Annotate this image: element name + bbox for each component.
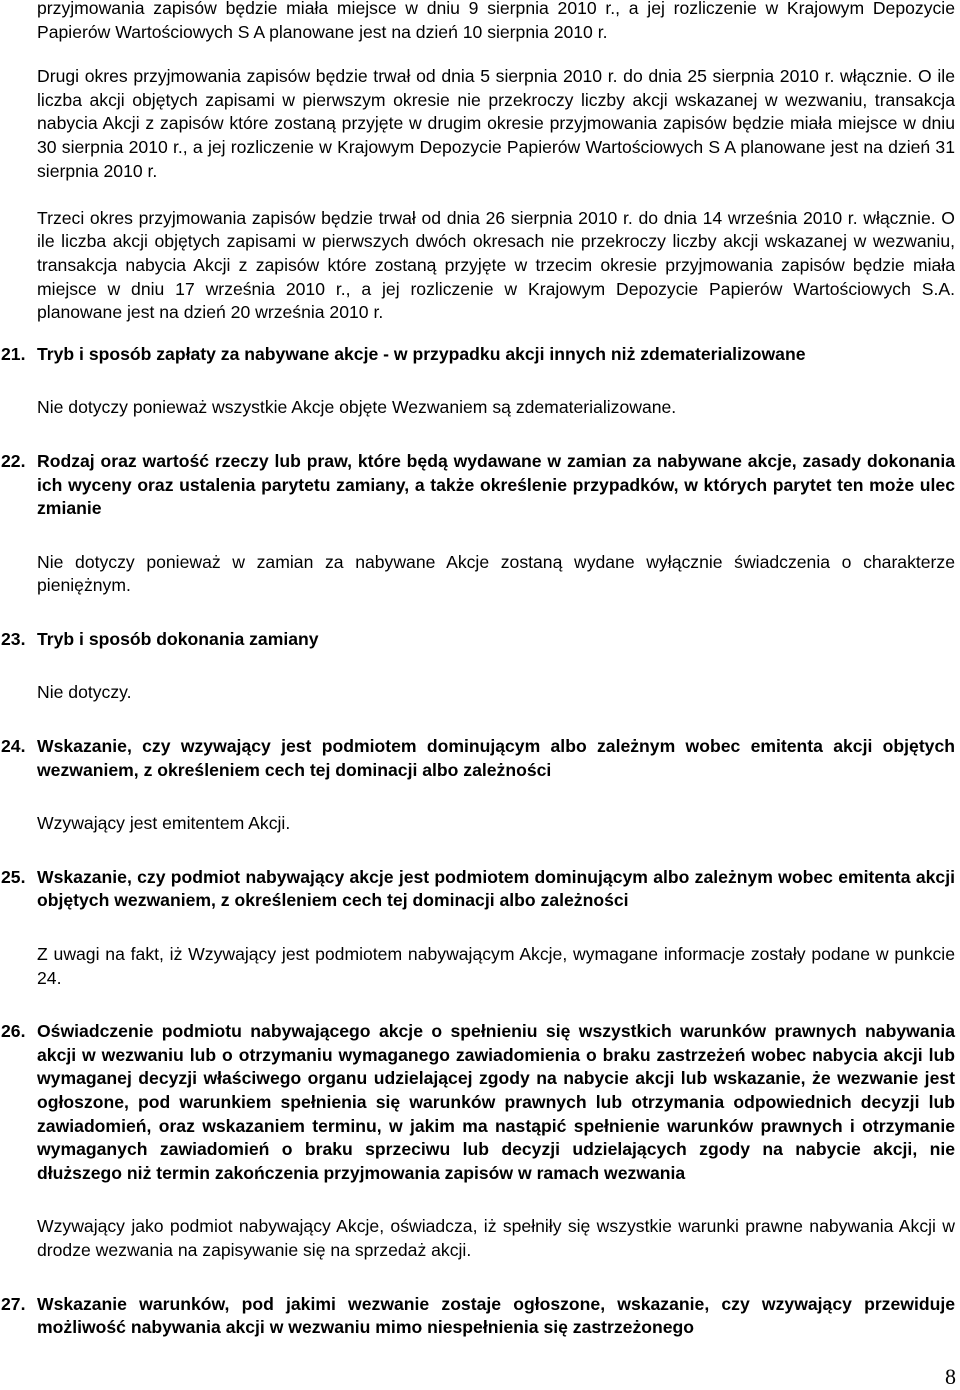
section-25-body: Z uwagi na fakt, iż Wzywający jest podmiotem nabywającym Akcje, wymagane informacje zostały podane w punkcie 24. <box>37 944 955 988</box>
section-23-title: Tryb i sposób dokonania zamiany <box>37 628 319 649</box>
section-27-title: Wskazanie warunków, pod jakimi wezwanie zostaje ogłoszone, wskazanie, czy wzywający przewiduje możliwość nabywania akcji w wezwaniu mimo niespełnienia się zastrzeżonego <box>37 1293 955 1338</box>
intro-paragraph-2: Drugi okres przyjmowania zapisów będzie trwał od dnia 5 sierpnia 2010 r. do dnia 25 sierpnia 2010 r. włącznie. O ile liczba akcji objętych zapisami w pierwszym okresie nie przekroczy liczby akcji wskazanej w wezwaniu, transakcja nabycia Akcji z zapisów które zostaną przyjęte w drugim okresie przyjmowania zapisów będzie miała miejsce w dniu 30 sierpnia 2010 r., a jej rozliczenie w Krajowym Depozycie Papierów Wartościowych S A planowane jest na dzień 31 sierpnia 2010 r. <box>37 66 955 181</box>
section-22-body: Nie dotyczy ponieważ w zamian za nabywane Akcje zostaną wydane wyłącznie świadczenia o charakterze pieniężnym. <box>37 551 955 596</box>
section-25-number: 25. <box>1 866 26 887</box>
section-21-body: Nie dotyczy ponieważ wszystkie Akcje objęte Wezwaniem są zdematerializowane. <box>37 397 677 418</box>
section-21-heading <box>1 343 955 367</box>
section-22-title: Rodzaj oraz wartość rzeczy lub praw, które będą wydawane w zamian za nabywane akcje, zasady dokonania ich wyceny oraz ustalenia parytetu zamiany, a także określenie przypadków, w których parytet ten może ulec zmianie <box>37 450 955 519</box>
section-24-body: Wzywający jest emitentem Akcji. <box>37 813 291 834</box>
section-23-heading <box>1 628 955 652</box>
section-25-heading <box>1 866 955 913</box>
section-24-title: Wskazanie, czy wzywający jest podmiotem dominującym albo zależnym wobec emitenta akcji objętych wezwaniem, z określeniem cech tej dominacji albo zależności <box>37 736 955 780</box>
section-24-number: 24. <box>1 736 26 757</box>
section-21-title: Tryb i sposób zapłaty za nabywane akcje - w przypadku akcji innych niż zdematerializowane <box>37 343 806 364</box>
section-23-number: 23. <box>1 628 26 649</box>
intro-paragraph-1: przyjmowania zapisów będzie miała miejsce w dniu 9 sierpnia 2010 r., a jej rozliczenie w Krajowym Depozycie Papierów Wartościowych S A planowane jest na dzień 10 sierpnia 2010 r. <box>37 0 955 42</box>
section-26-title: Oświadczenie podmiotu nabywającego akcje o spełnieniu się wszystkich warunków prawnych nabywania akcji w wezwaniu lub o otrzymaniu wymaganego zawiadomienia o braku zastrzeżeń wobec nabycia akcji lub wymaganej decyzji właściwego organu udzielającej zgody na nabycie akcji lub wskazanie, że wezwanie jest ogłoszone, pod warunkiem spełnienia się warunków prawnych lub otrzymania odpowiednich decyzji lub zawiadomień, oraz wskazaniem terminu, w jakim ma nastąpić spełnienie warunków prawnych i otrzymanie wymaganych zawiadomień o braku sprzeciwu lub decyzji udzielających zgody na nabycie akcji, nie dłuższego niż termin zakończenia przyjmowania zapisów w ramach wezwania <box>37 1021 955 1183</box>
section-26-heading <box>1 1020 955 1185</box>
section-27-number: 27. <box>1 1293 26 1314</box>
page-number: 8 <box>945 1364 956 1389</box>
document-page <box>1 0 955 1340</box>
section-22-number: 22. <box>1 450 26 471</box>
section-23-body: Nie dotyczy. <box>37 682 132 703</box>
section-21-number: 21. <box>1 343 26 364</box>
section-26-body: Wzywający jako podmiot nabywający Akcje, oświadcza, iż spełniły się wszystkie warunki prawne nabywania Akcji w drodze wezwania na zapisywanie się na sprzedaż akcji. <box>37 1216 955 1260</box>
section-24-heading <box>1 735 955 782</box>
section-25-title: Wskazanie, czy podmiot nabywający akcje jest podmiotem dominującym albo zależnym wobec emitenta akcji objętych wezwaniem, z określeniem cech tej dominacji albo zależności <box>37 866 955 911</box>
section-27-heading <box>1 1293 955 1340</box>
section-26-number: 26. <box>1 1021 26 1042</box>
section-22-heading <box>1 450 955 521</box>
intro-paragraph-3: Trzeci okres przyjmowania zapisów będzie trwał od dnia 26 sierpnia 2010 r. do dnia 14 września 2010 r. włącznie. O ile liczba akcji objętych zapisami w pierwszych dwóch okresach nie przekroczy liczby akcji wskazanej w wezwaniu, transakcja nabycia Akcji z zapisów które zostaną przyjęte w trzecim okresie przyjmowania zapisów będzie miała miejsce w dniu 17 września 2010 r., a jej rozliczenie w Krajowym Depozycie Papierów Wartościowych S.A. planowane jest na dzień 20 września 2010 r. <box>37 207 955 323</box>
